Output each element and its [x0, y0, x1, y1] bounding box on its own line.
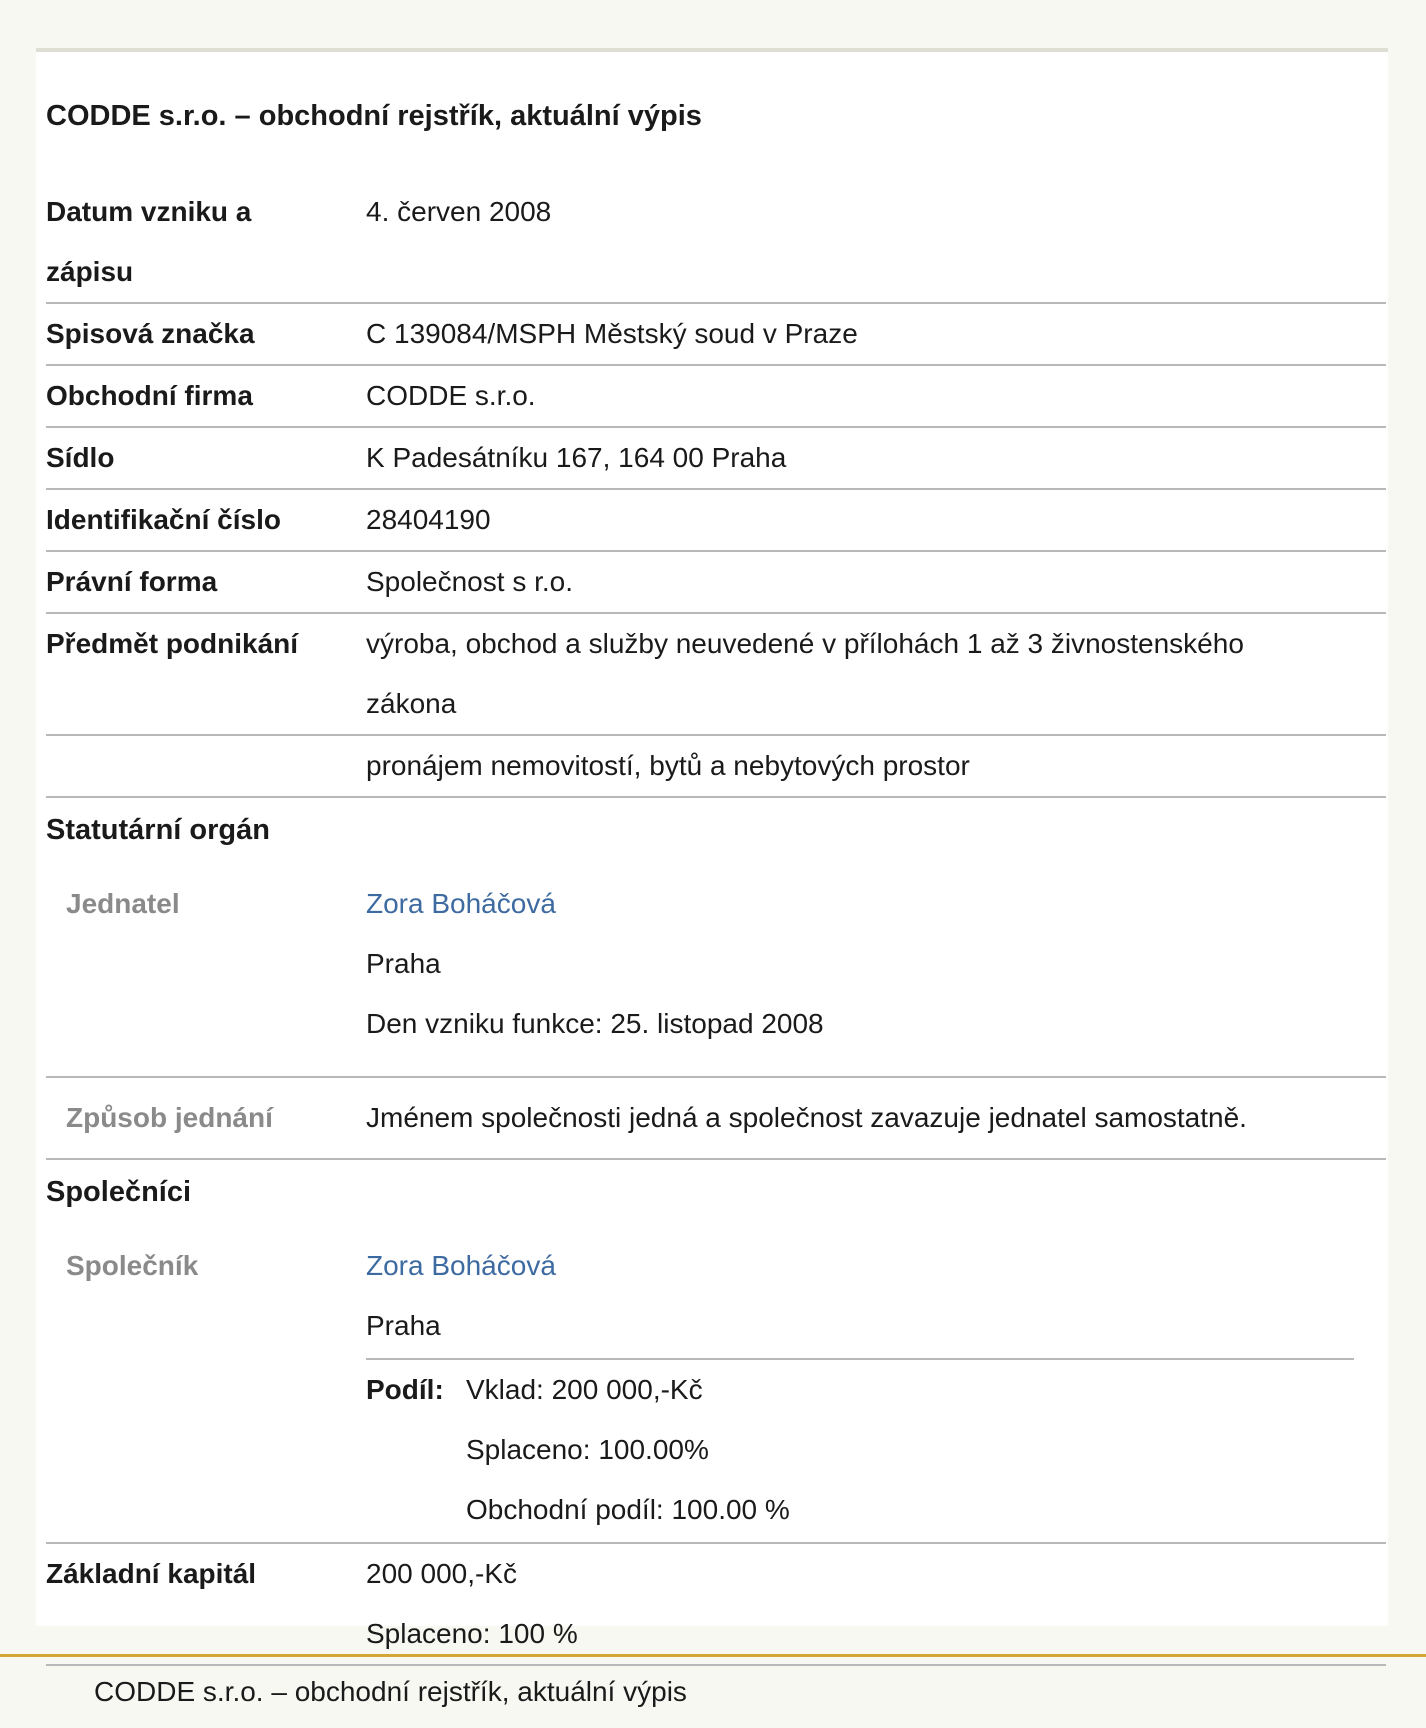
row-value: Společnost s r.o. — [366, 566, 574, 597]
row-value: pronájem nemovitostí, bytů a nebytových prostor — [366, 750, 970, 781]
partner-share — [366, 1358, 1354, 1540]
row-business-activity-2 — [46, 736, 1386, 798]
page-title: CODDE s.r.o. – obchodní rejstřík, aktuální výpis — [46, 100, 702, 132]
row-executive — [46, 874, 1386, 1078]
registry-card — [36, 48, 1388, 1649]
row-label: Sídlo — [46, 442, 115, 473]
row-partner — [46, 1236, 1386, 1544]
capital-amount: 200 000,-Kč — [366, 1558, 517, 1589]
row-legal-form — [46, 552, 1386, 614]
executive-name-link[interactable]: Zora Boháčová — [366, 888, 556, 919]
row-label: Spisová značka — [46, 318, 255, 349]
statutory-heading: Statutární orgán — [46, 814, 270, 846]
acting-manner-value: Jménem společnosti jedná a společnost zavazuje jednatel samostatně. — [366, 1102, 1247, 1133]
row-label: Právní forma — [46, 566, 218, 597]
row-label: Obchodní firma — [46, 380, 253, 411]
executive-city: Praha — [366, 948, 441, 979]
partner-label: Společník — [66, 1250, 199, 1281]
footer-title: CODDE s.r.o. – obchodní rejstřík, aktuální výpis — [94, 1676, 687, 1707]
row-business-activity — [46, 614, 1386, 736]
partner-name-link[interactable]: Zora Boháčová — [366, 1250, 556, 1281]
executive-details — [366, 874, 1386, 1054]
row-value: výroba, obchod a služby neuvedené v přílohách 1 až 3 živnostenského zákona — [366, 628, 1244, 719]
share-label: Podíl: — [366, 1374, 444, 1405]
executive-since: Den vzniku funkce: 25. listopad 2008 — [366, 1008, 824, 1039]
row-acting-manner — [46, 1078, 1386, 1160]
row-company-name — [46, 366, 1386, 428]
row-address — [46, 428, 1386, 490]
partners-heading: Společníci — [46, 1176, 192, 1208]
row-id-number — [46, 490, 1386, 552]
share-paid: Splaceno: 100.00% — [466, 1434, 709, 1465]
capital-label: Základní kapitál — [46, 1558, 257, 1589]
row-label: Identifikační číslo — [46, 504, 281, 535]
acting-manner-label: Způsob jednání — [66, 1102, 273, 1133]
partner-details — [366, 1236, 1386, 1356]
capital-paid: Splaceno: 100 % — [366, 1618, 578, 1649]
share-details — [466, 1360, 790, 1540]
capital-details — [366, 1544, 1386, 1664]
row-value: 4. červen 2008 — [366, 196, 552, 227]
partner-city: Praha — [366, 1310, 441, 1341]
row-value: K Padesátníku 167, 164 00 Praha — [366, 442, 787, 473]
row-label: Datum vzniku a zápisu — [46, 196, 252, 287]
row-value: CODDE s.r.o. — [366, 380, 536, 411]
row-founding-date — [46, 182, 1386, 304]
share-deposit: Vklad: 200 000,-Kč — [466, 1374, 703, 1405]
executive-label: Jednatel — [66, 888, 180, 919]
share-ownership: Obchodní podíl: 100.00 % — [466, 1494, 790, 1525]
row-value: 28404190 — [366, 504, 491, 535]
row-label: Předmět podnikání — [46, 628, 299, 659]
row-value: C 139084/MSPH Městský soud v Praze — [366, 318, 858, 349]
row-file-number — [46, 304, 1386, 366]
footer-divider — [0, 1654, 1426, 1657]
row-registered-capital — [46, 1544, 1386, 1666]
